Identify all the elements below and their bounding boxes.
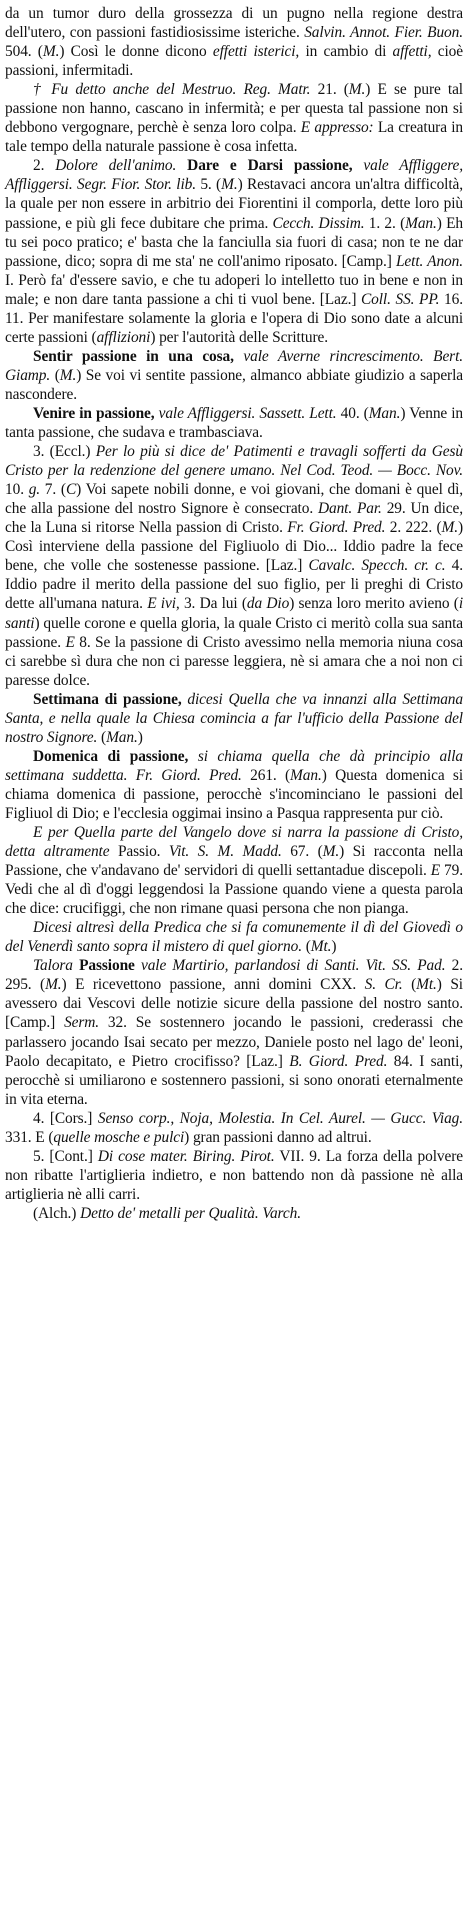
body-text: VII. 9. La forza della polvere non ribatte l'artiglieria indietro, e non battendo non dà passione nè alla artiglieria nè alli carri. — [5, 1147, 463, 1203]
body-text: 16. 11. Per manifestare solamente la gloria e l'opera di Dio sono date a alcuni certe passioni ( — [5, 290, 463, 346]
body-text: ) gran passioni danno ad altrui. — [184, 1128, 372, 1146]
body-text: ) Così interviene della passione del Figliuolo di Dio... Iddio padre la fece bene, che volle che sostenesse passione. [Laz.] — [5, 519, 463, 575]
body-text: 3. (Eccl.) — [33, 443, 96, 461]
italic-text: S. Cr. — [364, 976, 403, 994]
entry-paragraph — [5, 347, 463, 404]
italic-text: E appresso: — [300, 119, 374, 137]
body-text: 67. ( — [281, 843, 323, 861]
italic-text: M. — [42, 43, 60, 61]
italic-text: E ivi, — [147, 595, 180, 613]
body-text: ) Si avessero dai Vescovi delle notizie sicure della passione del nostro santo. [Camp.] — [5, 976, 463, 1032]
italic-text: Cecch. Dissim. — [272, 214, 365, 232]
italic-text: Man. — [290, 766, 322, 784]
italic-text: g. — [28, 481, 41, 499]
italic-text: Lett. Anon. — [395, 252, 463, 270]
italic-text: da Dio — [246, 595, 290, 613]
italic-text: effetti isterici, — [212, 43, 300, 61]
italic-text: Cavalc. Specch. cr. c. — [308, 557, 446, 575]
body-text: 3. Da lui ( — [179, 595, 247, 613]
entry-paragraph — [5, 1109, 463, 1147]
body-text: ) senza loro merito avieno ( — [289, 595, 459, 613]
entry-paragraph — [5, 442, 463, 690]
italic-text: M. — [348, 81, 366, 99]
body-text: ) Questa domenica si chiama domenica di passione, perocchè s'incominciano le passioni del Figliuol di Dio; e l'ecclesia oggimai insino a Pasqua rappresenta pur ciò. — [5, 766, 463, 822]
italic-text: M. — [221, 176, 238, 194]
italic-text: Dicesi altresì della Predica che si fa comunemente il dì del Giovedì o del Venerdì santo sopra il mistero di quel giorno. — [5, 919, 463, 956]
italic-text: M. — [322, 843, 340, 861]
italic-text: M. — [45, 976, 62, 994]
body-text: 2. — [33, 157, 56, 175]
italic-text: quelle mosche e pulci — [53, 1128, 185, 1146]
body-text: 21. ( — [310, 81, 349, 99]
italic-text: Per lo più si dice de' Patimenti e travagli sofferti da Gesù Cristo per la redenzione del genere umano. Nel Cod. Teod. — Bocc. Nov. — [5, 443, 463, 480]
entry-paragraph — [5, 4, 463, 80]
body-text: 40. ( — [336, 404, 369, 422]
italic-text: Coll. SS. PP. — [360, 290, 440, 308]
body-text: cioè passioni, infermitadi. — [5, 43, 463, 80]
body-text: ) — [137, 728, 143, 746]
entry-paragraph — [5, 956, 463, 1108]
italic-text: si chiama quella che dà principio alla settimana suddetta. Fr. Giord. Pred. — [5, 747, 463, 784]
italic-text: Vit. S. M. Madd. — [168, 843, 282, 861]
entry-paragraph — [5, 918, 463, 956]
headword: Domenica di passione, — [33, 747, 189, 765]
entry-paragraph — [5, 1147, 463, 1204]
italic-text: E — [430, 862, 441, 880]
body-text: 32. Se sostennero jocando le passioni, crederassi che parlassero jocando Isai secato per mezzo, Daniele posto nel lago de' leoni, Paolo decapitato, e Pietro crocifisso? [Laz.] — [5, 1014, 463, 1070]
body-text: 79. Vedi che al dì d'oggi leggendosi la Passione quando viene a questa parola che dice: crucifiggi, che non rimane quasi persona che non pianga. — [5, 862, 463, 918]
entry-paragraph — [5, 1204, 463, 1223]
body-text: ) Restavaci ancora un'altra difficoltà, la quale per non essere in arbitrio dei Fiorentini il comporla, dette loro più passione, e più gli fece dubitare che prima. — [5, 176, 463, 232]
body-text: 10. — [5, 481, 29, 499]
entry-paragraph — [5, 690, 463, 747]
headword: Sentir passione in una cosa, — [33, 347, 234, 365]
body-text: ( — [50, 366, 60, 384]
body-text: ( — [301, 938, 311, 956]
body-text: 5. ( — [195, 176, 222, 194]
italic-text: Man. — [405, 214, 437, 232]
entry-paragraph — [5, 747, 463, 823]
body-text: ( — [97, 728, 107, 746]
italic-text: Senso corp., Noja, Molestia. In Cel. Aurel. — Gucc. Viag. — [97, 1109, 464, 1127]
italic-text: afflizioni — [96, 328, 151, 346]
italic-text: Dant. Par. — [317, 500, 382, 518]
italic-text: dicesi Quella che va innanzi alla Settimana Santa, e nella quale la Chiesa comincia a far l'ufficio della Passione del nostro Signore. — [5, 690, 463, 746]
entry-paragraph — [5, 823, 463, 918]
body-text: ) quelle corone e quella gloria, la quale Cristo ci meritò colla sua santa passione. — [5, 614, 463, 651]
body-text: 4. [Cors.] — [33, 1109, 98, 1127]
italic-text: Serm. — [64, 1014, 100, 1032]
italic-text: Mt. — [310, 938, 332, 956]
body-text: ( — [402, 976, 417, 994]
body-text: ) E ricevettono passione, anni domini CXX. — [61, 976, 365, 994]
body-text: 84. I santi, perocchè si umiliarono e sostennero passioni, si sono onorati eternalmente in vita eterna. — [5, 1052, 463, 1108]
headword: Settimana di passione, — [33, 690, 182, 708]
body-text: La creatura in tale tempo della naturale passione è cosa infetta. — [5, 119, 463, 156]
italic-text: Fr. Giord. Pred. — [287, 519, 386, 537]
italic-text: Man. — [106, 728, 138, 746]
body-text: da un tumor duro della grossezza di un pugno nella regione destra dell'utero, con passioni fastidiosissime isteriche. — [5, 5, 463, 42]
entry-paragraph — [5, 80, 463, 156]
italic-text: B. Giord. Pred. — [289, 1052, 388, 1070]
headword: Passione — [72, 957, 135, 975]
body-text: ) Si racconta nella Passione, che v'andavano de' servidori di quelli settantadue discepoli. — [5, 843, 463, 880]
body-text: 261. ( — [241, 766, 291, 784]
body-text: ) Così le donne dicono — [59, 43, 213, 61]
body-text: ) — [331, 938, 337, 956]
italic-text: vale Affliggersi. Sassett. Lett. — [154, 404, 337, 422]
body-text: 504. ( — [5, 43, 43, 61]
headword: Dare e Darsi passione, — [176, 157, 353, 175]
body-text: ) Se voi vi sentite passione, almanco abbiate giudizio a saperla nascondere. — [5, 366, 463, 403]
body-text: ) Venne in tanta passione, che sudava e trambasciava. — [5, 404, 464, 442]
body-text: ) Voi sapete nobili donne, e voi giovani, che domani è quel dì, che alla passione del nostro Signore è consecrato. — [5, 481, 464, 518]
body-text: Passio. — [109, 843, 169, 861]
body-text: (Alch.) — [33, 1204, 81, 1222]
body-text: 7. ( — [40, 481, 66, 499]
body-text: 5. [Cont.] — [33, 1147, 98, 1165]
entry-paragraph — [5, 156, 463, 346]
italic-text: M. — [59, 366, 77, 384]
italic-text: C — [65, 481, 77, 499]
body-text: 8. Se la passione di Cristo avessimo nella memoria niuna cosa ci sarebbe sì dura che non ci paresse leggiera, nè si amara che a noi non ci paresse dolce. — [5, 633, 463, 689]
body-text: 2. 222. ( — [385, 519, 442, 537]
italic-text: Salvin. Annot. Fier. Buon. — [304, 24, 463, 42]
italic-text: E per Quella parte del Vangelo dove si narra la passione di Cristo, detta altramente — [5, 824, 463, 861]
italic-text: E — [65, 633, 75, 651]
body-text: I. Però fa' d'essere savio, e che tu adoperi lo intelletto tuo in bene e non in male; e non dare tanta passione a chi ti vuol bene. [Laz.] — [5, 271, 463, 308]
body-text: ) per l'autorità delle Scritture. — [150, 328, 328, 346]
italic-text: vale Martirio, parlandosi di Santi. Vit. SS. Pad. — [134, 957, 446, 975]
entry-paragraph — [5, 404, 463, 442]
italic-text: Mt. — [416, 976, 437, 994]
body-text: ) E se pure tal passione non hanno, cascano in infermità; e per questa tal passione non si debbono vergognare, perchè è senza loro colpa. — [5, 81, 463, 137]
italic-text: † Fu detto anche del Mestruo. Reg. Matr. — [33, 81, 311, 99]
body-text: 4. Iddio padre il merito della passione del suo figlio, per li preghi di Cristo dette all'umana natura. — [5, 557, 464, 613]
headword: Venire in passione, — [33, 404, 155, 422]
body-text: 1. 2. ( — [364, 214, 406, 232]
italic-text: i santi — [5, 595, 463, 632]
body-text: 331. E ( — [5, 1128, 54, 1146]
italic-text: vale Averne rincrescimento. Bert. Giamp. — [5, 347, 463, 384]
italic-text: Talora — [33, 957, 73, 975]
italic-text: vale Affliggere, Affliggersi. Segr. Fior. Stor. lib. — [5, 157, 463, 194]
italic-text: Man. — [368, 404, 401, 422]
body-text: 29. Un dice, che la Luna si ritorse Nella passion di Cristo. — [5, 500, 463, 537]
italic-text: Dolore dell'animo. — [55, 157, 177, 175]
italic-text: Di cose mater. Biring. Pirot. — [97, 1147, 275, 1165]
body-text: 2. 295. ( — [5, 957, 464, 994]
italic-text: Detto de' metalli per Qualità. Varch. — [80, 1204, 301, 1222]
italic-text: M. — [441, 519, 458, 537]
body-text: ) Eh tu sei poco pratico; e' basta che la fanciulla sia fuori di casa; non te ne dar passione, dico; sopra di me sta' ne coll'animo riposato. [Camp.] — [5, 214, 463, 270]
italic-text: affetti, — [392, 43, 432, 61]
body-text: in cambio di — [299, 43, 393, 61]
